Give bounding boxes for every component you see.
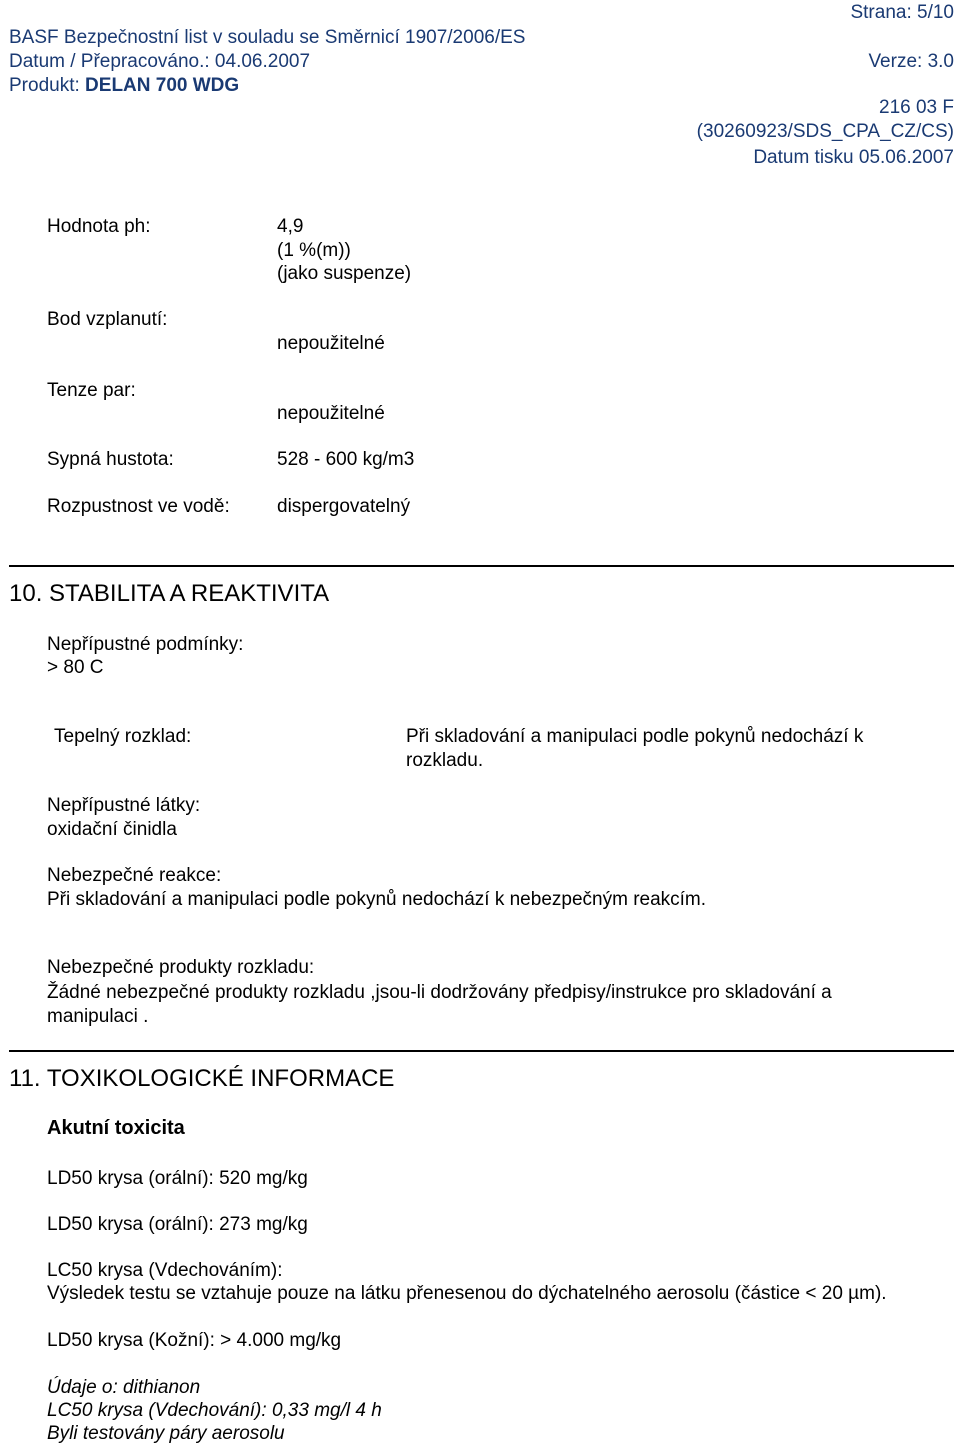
decomp-products-label: Nebezpečné produkty rozkladu: bbox=[47, 957, 315, 978]
decomposition-value-cont: rozkladu. bbox=[406, 750, 484, 771]
materials-value: oxidační činidla bbox=[47, 819, 177, 840]
page-number: Strana: 5/10 bbox=[850, 2, 954, 23]
reactions-label: Nebezpečné reakce: bbox=[47, 865, 222, 886]
tested-note: Byli testovány páry aerosolu bbox=[47, 1423, 285, 1444]
property-label-solubility: Rozpustnost ve vodě: bbox=[47, 496, 230, 517]
version: Verze: 3.0 bbox=[868, 51, 954, 72]
product-label: Produkt: bbox=[9, 75, 80, 96]
property-value-bulk-density: 528 - 600 kg/m3 bbox=[277, 449, 415, 470]
conditions-value: > 80 C bbox=[47, 657, 104, 678]
property-value-ph-form: (jako suspenze) bbox=[277, 263, 412, 284]
property-label-flash-point: Bod vzplanutí: bbox=[47, 309, 168, 330]
property-label-vapour-pressure: Tenze par: bbox=[47, 380, 136, 401]
ld50-dermal: LD50 krysa (Kožní): > 4.000 mg/kg bbox=[47, 1330, 342, 1351]
section-divider bbox=[9, 1050, 954, 1052]
lc50-inhalation-label: LC50 krysa (Vdechováním): bbox=[47, 1260, 283, 1281]
ld50-oral-2: LD50 krysa (orální): 273 mg/kg bbox=[47, 1214, 308, 1235]
decomposition-value: Při skladování a manipulaci podle pokynů nedochází k bbox=[406, 726, 864, 747]
property-value-ph: 4,9 bbox=[277, 216, 304, 237]
product-line bbox=[9, 76, 239, 95]
decomposition-label: Tepelný rozklad: bbox=[54, 726, 192, 747]
property-value-ph-concentration: (1 %(m)) bbox=[277, 240, 351, 261]
reactions-value: Při skladování a manipulaci podle pokynů nedochází k nebezpečným reakcím. bbox=[47, 889, 707, 910]
property-value-flash-point: nepoužitelné bbox=[277, 333, 385, 354]
section-11-title: 11. TOXIKOLOGICKÉ INFORMACE bbox=[9, 1065, 395, 1092]
revision-date: Datum / Přepracováno.: 04.06.2007 bbox=[9, 51, 311, 72]
property-value-vapour-pressure: nepoužitelné bbox=[277, 403, 385, 424]
section-divider bbox=[9, 565, 954, 567]
property-label-bulk-density: Sypná hustota: bbox=[47, 449, 174, 470]
acute-toxicity-heading: Akutní toxicita bbox=[47, 1117, 185, 1139]
lc50-inhalation-note: Výsledek testu se vztahuje pouze na látku přenesenou do dýchatelného aerosolu (částice < 20 µm). bbox=[47, 1283, 887, 1304]
data-on-substance: Údaje o: dithianon bbox=[47, 1377, 201, 1398]
lc50-dithianon: LC50 krysa (Vdechování): 0,33 mg/l 4 h bbox=[47, 1400, 382, 1421]
conditions-label: Nepřípustné podmínky: bbox=[47, 634, 244, 655]
property-value-solubility: dispergovatelný bbox=[277, 496, 411, 517]
decomp-products-value: Žádné nebezpečné produkty rozkladu ,jsou-li dodržovány předpisy/instrukce pro skladování a bbox=[47, 982, 832, 1003]
section-10-title: 10. STABILITA A REAKTIVITA bbox=[9, 580, 330, 607]
sds-code: (30260923/SDS_CPA_CZ/CS) bbox=[696, 121, 954, 142]
product-name: DELAN 700 WDG bbox=[85, 75, 240, 96]
decomp-products-value-cont: manipulaci . bbox=[47, 1006, 149, 1027]
materials-label: Nepřípustné látky: bbox=[47, 795, 201, 816]
ld50-oral-1: LD50 krysa (orální): 520 mg/kg bbox=[47, 1168, 308, 1189]
property-label-ph: Hodnota ph: bbox=[47, 216, 151, 237]
sheet-title: BASF Bezpečnostní list v souladu se Směrnicí 1907/2006/ES bbox=[9, 27, 526, 48]
product-code: 216 03 F bbox=[879, 97, 954, 118]
print-date: Datum tisku 05.06.2007 bbox=[753, 147, 954, 168]
